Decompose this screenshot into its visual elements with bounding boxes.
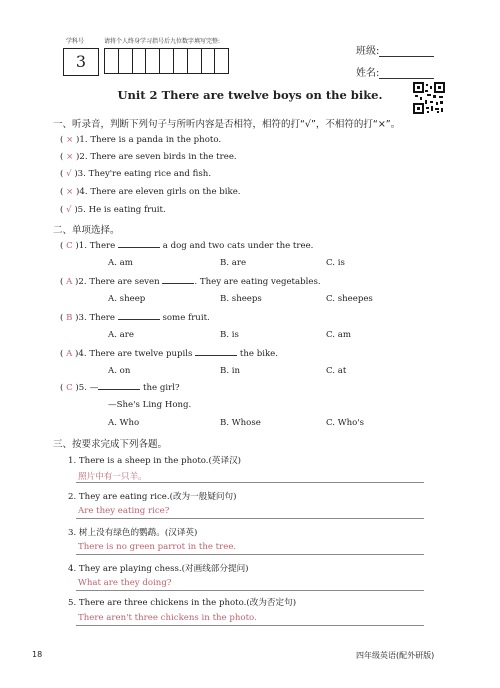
s2-dialog-reply: —She's Ling Hong. (108, 400, 192, 410)
s1-answer: √ (66, 205, 72, 215)
id-digit-cell[interactable] (105, 48, 119, 74)
s3-answer[interactable]: There is no green parrot in the tree. (78, 542, 237, 552)
s1-text: )1. There is a panda in the photo. (76, 135, 222, 145)
s2-text: )2. There are seven (75, 277, 160, 287)
subject-number-box (63, 48, 99, 76)
s2-text: some fruit. (162, 313, 210, 323)
s1-item-5: ( √ )5. He is eating fruit. (60, 205, 166, 215)
s2-option: C. is (326, 258, 345, 268)
answer-line (76, 518, 424, 519)
s2-answer: C (66, 383, 73, 393)
s3-question: 2. They are eating rice.(改为一般疑问句) (68, 492, 237, 502)
answer-line (76, 482, 424, 483)
answer-line (76, 590, 424, 591)
s2-option: A. are (108, 330, 134, 340)
answer-blank[interactable] (118, 312, 160, 320)
section2-heading: 二、单项选择。 (53, 225, 120, 236)
s1-item-4: ( × )4. There are eleven girls on the bike. (60, 187, 241, 197)
s3-question: 4. They are playing chess.(对画线部分提问) (68, 564, 249, 574)
s2-option: C. Who's (326, 418, 365, 428)
s2-text: )1. There (75, 241, 116, 251)
s2-item-1: ( C )1. There a dog and two cats under the tree. (60, 241, 314, 251)
s2-item-3: ( B )3. There some fruit. (60, 313, 210, 323)
s2-item-5: ( C )5. — the girl? (60, 383, 180, 393)
s3-answer[interactable]: 照片中有一只羊。 (78, 472, 147, 482)
id-digit-cell[interactable] (188, 48, 202, 74)
s2-item-4: ( A )4. There are twelve pupils the bike. (60, 349, 278, 359)
section1-heading: 一、听录音，判断下列句子与所听内容是否相符，相符的打“√”，不相符的打“×”。 (53, 119, 401, 130)
s2-text: the girl? (143, 383, 180, 393)
s3-question: 1. There is a sheep in the photo.(英译汉) (68, 456, 242, 466)
id-digit-cell[interactable] (146, 48, 160, 74)
s2-text: a dog and two cats under the tree. (162, 241, 314, 251)
id-digit-boxes[interactable] (104, 48, 229, 74)
subject-number: 3 (75, 52, 87, 71)
s1-text: )3. They're eating rice and fish. (74, 169, 212, 179)
answer-blank[interactable] (118, 240, 160, 248)
book-title: 四年级英语(配外研版) (356, 651, 435, 660)
id-digit-cell[interactable] (215, 48, 229, 74)
s1-item-1: ( × )1. There is a panda in the photo. (60, 135, 222, 145)
s2-answer: A (66, 277, 73, 287)
s3-question: 3. 树上没有绿色的鹦鹉。(汉译英) (68, 528, 198, 538)
s3-answer[interactable]: Are they eating rice? (78, 506, 170, 516)
s2-option: A. Who (108, 418, 140, 428)
id-digit-cell[interactable] (202, 48, 216, 74)
s2-option: A. am (108, 258, 133, 268)
s3-question: 5. There are three chickens in the photo.(改为否定句) (68, 598, 297, 608)
s2-option: A. sheep (108, 294, 146, 304)
section3-heading: 三、按要求完成下列各题。 (53, 439, 168, 450)
answer-line (76, 625, 424, 626)
id-digit-cell[interactable] (133, 48, 147, 74)
s1-text: )5. He is eating fruit. (74, 205, 166, 215)
s2-option: B. is (220, 330, 239, 340)
class-field[interactable] (356, 42, 434, 57)
s2-text: )4. There are twelve pupils (75, 349, 193, 359)
s2-option: C. at (326, 366, 347, 376)
id-digit-cell[interactable] (160, 48, 174, 74)
s2-text: . They are eating vegetables. (194, 277, 321, 287)
answer-line (76, 554, 424, 555)
s2-text: )3. There (75, 313, 115, 323)
s2-option: C. sheepes (326, 294, 373, 304)
s2-option: B. sheeps (220, 294, 262, 304)
s2-answer: B (66, 313, 73, 323)
s2-text: the bike. (239, 349, 278, 359)
s1-item-2: ( × )2. There are seven birds in the tree. (60, 152, 237, 162)
page-number: 18 (32, 650, 43, 659)
s2-answer: A (66, 349, 73, 359)
s3-answer[interactable]: What are they doing? (78, 578, 172, 588)
unit-title: Unit 2 There are twelve boys on the bike. (117, 88, 383, 102)
answer-blank[interactable] (195, 348, 237, 356)
s2-option: A. on (108, 366, 131, 376)
s2-option: B. are (220, 258, 247, 268)
name-label: 姓名: (356, 68, 380, 79)
answer-blank[interactable] (98, 382, 140, 390)
s1-item-3: ( √ )3. They're eating rice and fish. (60, 169, 212, 179)
s1-answer: √ (66, 169, 72, 179)
id-digit-cell[interactable] (119, 48, 133, 74)
name-field[interactable] (356, 64, 434, 79)
s1-text: )4. There are eleven girls on the bike. (76, 187, 241, 197)
s1-answer: × (66, 135, 74, 145)
s2-text: )5. — (75, 383, 99, 393)
id-digit-cell[interactable] (174, 48, 188, 74)
id-instruction: 请将个人终身学习指号后九位数字填写完整: (104, 38, 221, 45)
s2-answer: C (66, 241, 73, 251)
class-label: 班级: (356, 46, 380, 57)
answer-blank[interactable] (162, 276, 194, 284)
subject-id-label: 学科号 (66, 38, 85, 45)
s1-text: )2. There are seven birds in the tree. (76, 152, 237, 162)
s2-item-2: ( A )2. There are seven . They are eating vegetables. (60, 277, 321, 287)
s3-answer[interactable]: There aren't three chickens in the photo. (78, 613, 257, 623)
s1-answer: × (66, 187, 74, 197)
s2-option: C. am (326, 330, 352, 340)
s2-option: B. Whose (220, 418, 261, 428)
s1-answer: × (66, 152, 74, 162)
s2-option: B. in (220, 366, 241, 376)
